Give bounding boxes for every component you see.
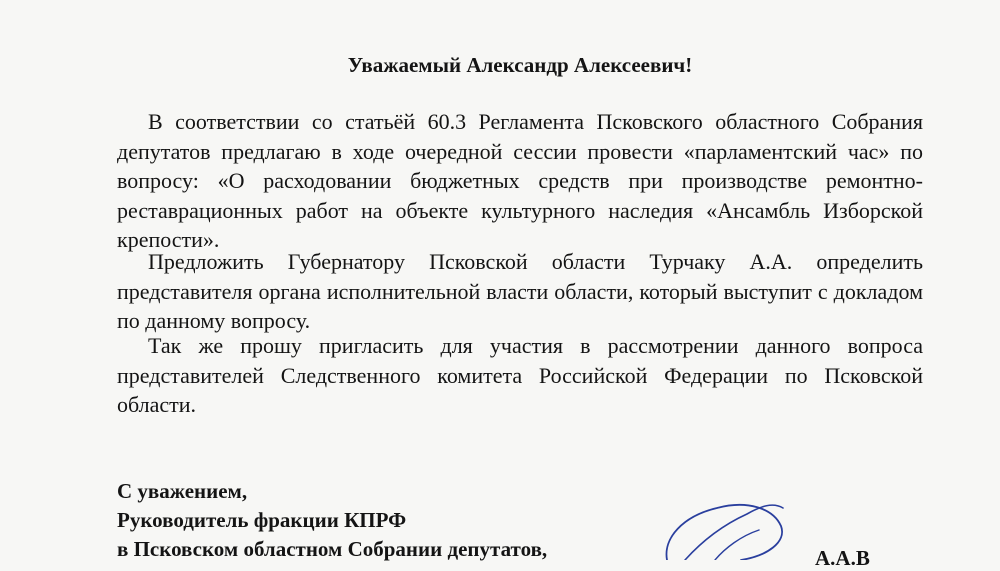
handwritten-signature bbox=[655, 488, 805, 560]
signatory-name: А.А.В bbox=[815, 546, 870, 570]
closing-block bbox=[117, 477, 547, 564]
closing-line-position: Руководитель фракции КПРФ bbox=[117, 508, 407, 532]
closing-line-organization: в Псковском областном Собрании депутатов, bbox=[117, 537, 548, 561]
closing-line-regards: С уважением, bbox=[117, 479, 248, 503]
paragraph-2: Предложить Губернатору Псковской области Турчаку А.А. определить представителя органа исполнительной власти области, который выступит с докладом по данному вопросу. bbox=[117, 249, 923, 333]
paragraph-1: В соответствии со статьёй 60.3 Регламента Псковского областного Собрания депутатов предлагаю в ходе очередной сессии провести «парламентский час» по вопросу: «О расходовании бюджетных средств при производстве ремонтно-реставрационных работ на объекте культурного наследия «Ансамбль Изборской крепости». bbox=[117, 109, 923, 252]
salutation: Уважаемый Александр Алексеевич! bbox=[347, 53, 693, 77]
paragraph-3: Так же прошу пригласить для участия в рассмотрении данного вопроса представителей Следственного комитета Российской Федерации по Псковской области. bbox=[117, 333, 923, 417]
